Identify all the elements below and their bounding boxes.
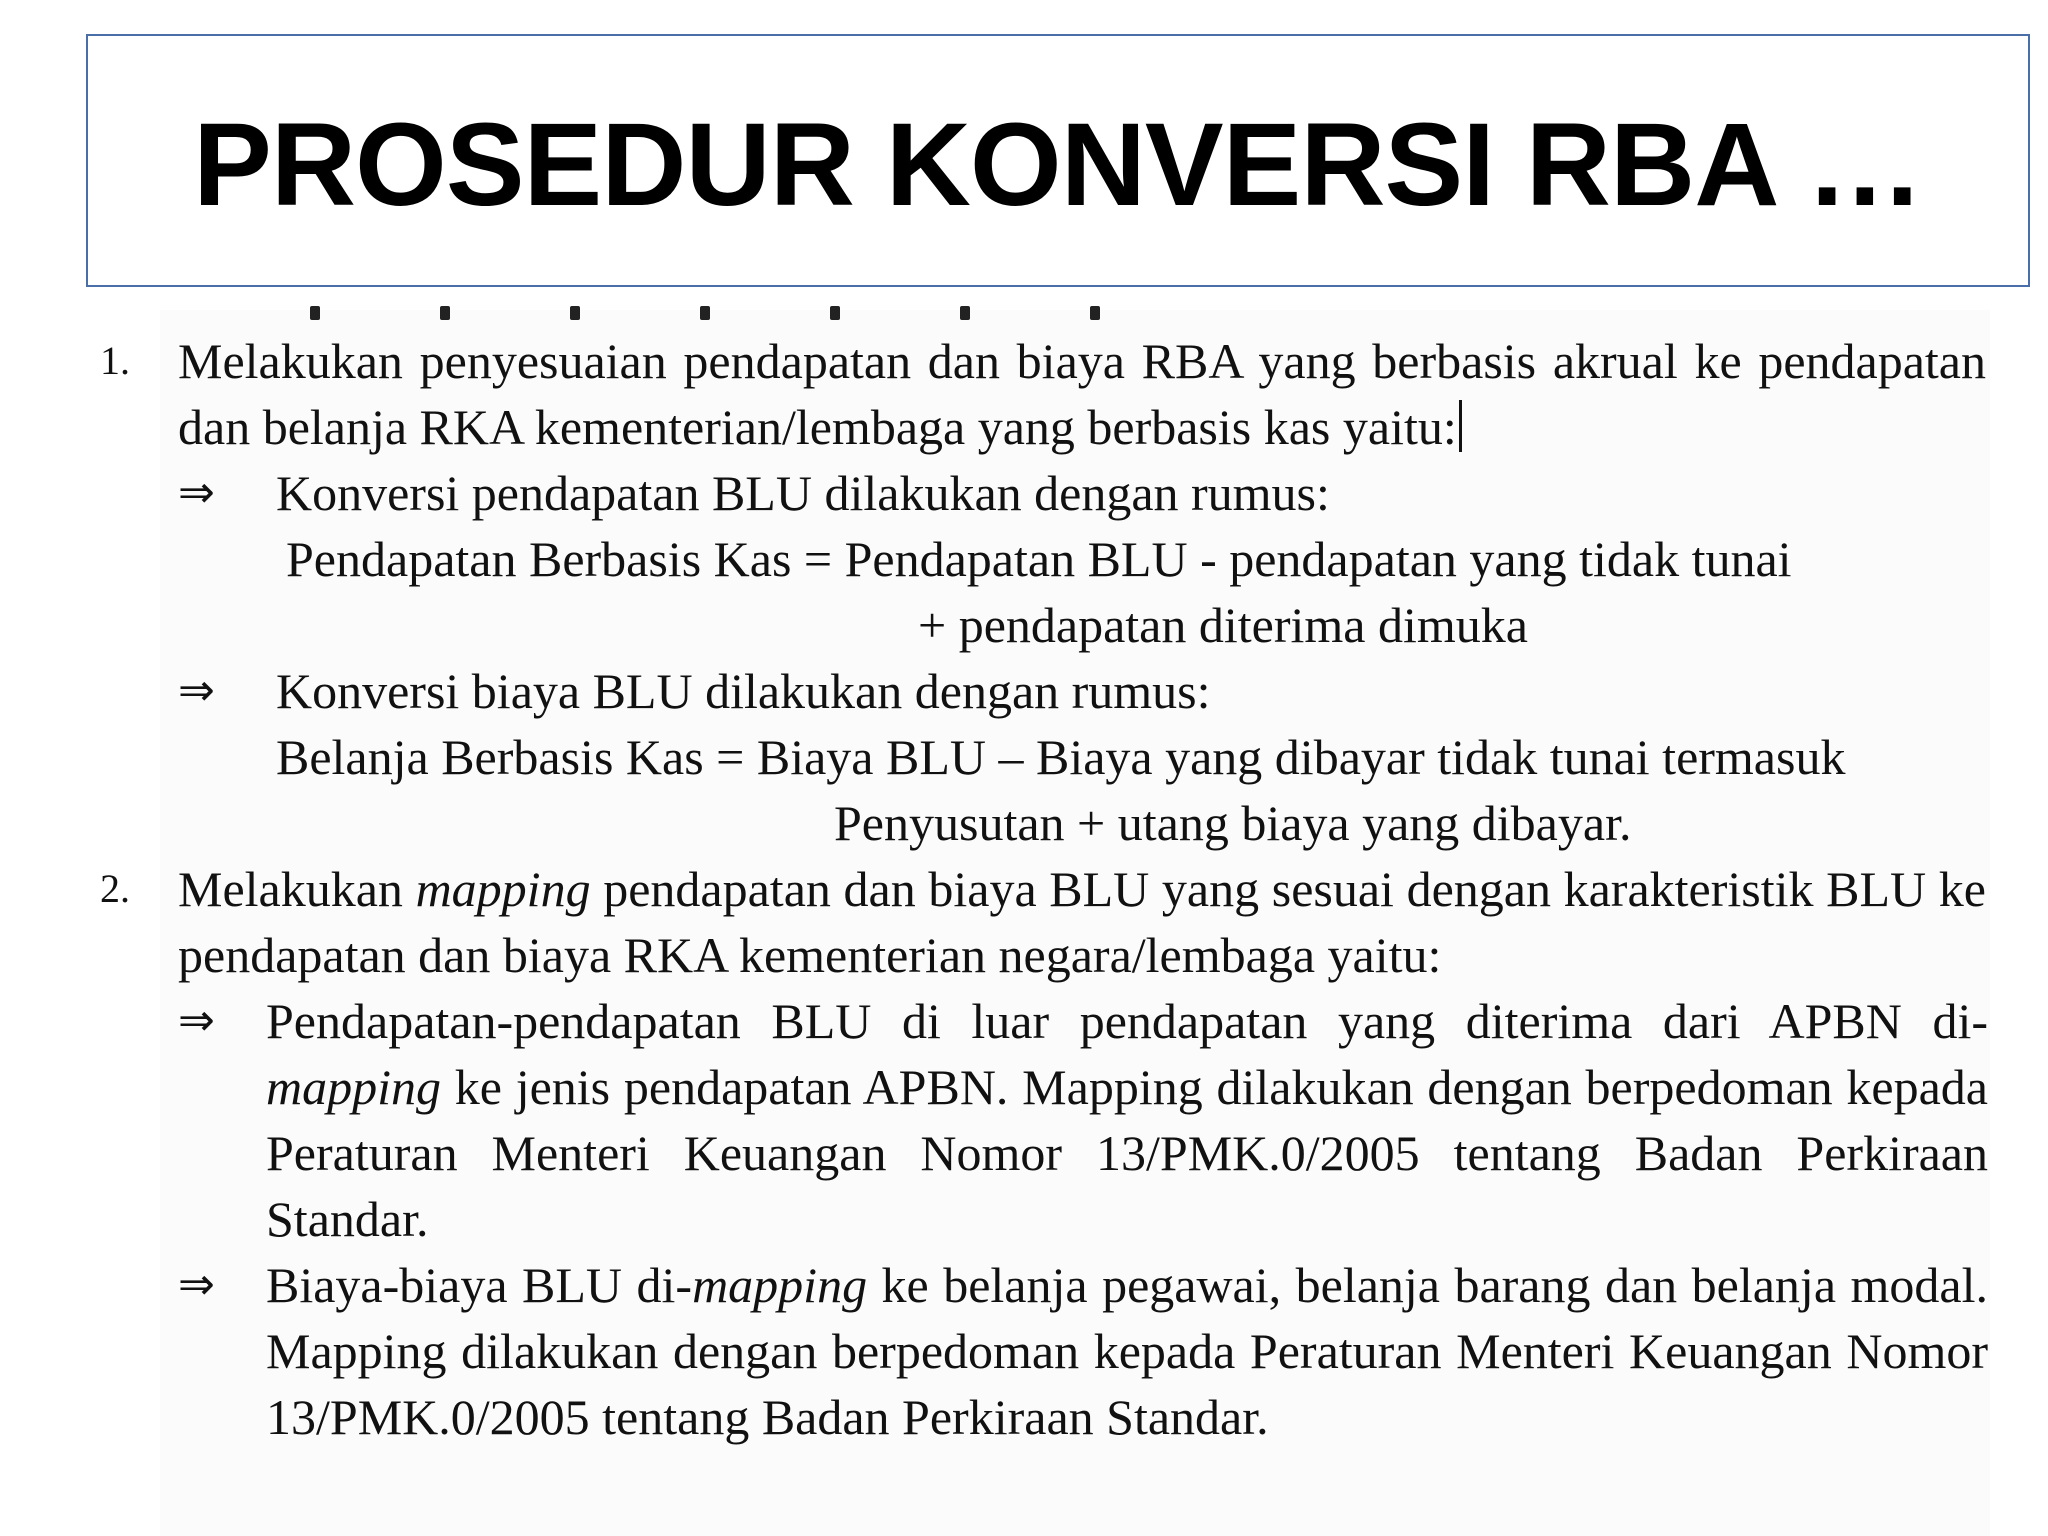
list-item-text: Melakukan penyesuaian pendapatan dan biaya RBA yang berbasis akrual ke pendapatan dan belanja RKA kementerian/lembaga yang berbasis kas yaitu: bbox=[178, 333, 1986, 455]
bullet-text: Biaya-biaya BLU di-mapping ke belanja pegawai, belanja barang dan belanja modal. Mapping dilakukan dengan berpedoman kepada Peraturan Menteri Keuangan Nomor 13/PMK.0/2005 tentang Badan Perkiraan Standar. bbox=[266, 1257, 1988, 1445]
bullet-text: Pendapatan-pendapatan BLU di luar pendapatan yang diterima dari APBN di-mapping ke jenis pendapatan APBN. Mapping dilakukan dengan berpedoman kepada Peraturan Menteri Keuangan Nomor 13/PMK.0/2005 tentang Badan Perkiraan Standar. bbox=[266, 993, 1988, 1247]
list-item-2 bbox=[100, 856, 2000, 1450]
list-item-1 bbox=[100, 328, 2000, 856]
bullet-heading: Konversi biaya BLU dilakukan dengan rumus: bbox=[276, 663, 1211, 719]
list-number: 1. bbox=[100, 338, 130, 383]
bullet-heading: Konversi pendapatan BLU dilakukan dengan rumus: bbox=[276, 465, 1330, 521]
bullet-income-conversion bbox=[178, 460, 2000, 658]
formula-line: + pendapatan diterima dimuka bbox=[918, 597, 1528, 653]
list-item-text: Melakukan mapping pendapatan dan biaya BLU yang sesuai dengan karakteristik BLU ke pendapatan dan biaya RKA kementerian negara/lembaga yaitu: bbox=[178, 861, 1986, 983]
arrow-icon: ⇒ bbox=[178, 995, 215, 1046]
bullet-income-mapping bbox=[178, 988, 2000, 1252]
text-cursor bbox=[1459, 400, 1462, 452]
bullet-expense-conversion bbox=[178, 658, 2000, 856]
title-box bbox=[86, 34, 2030, 287]
formula-line: Belanja Berbasis Kas = Biaya BLU – Biaya yang dibayar tidak tunai termasuk bbox=[276, 729, 1846, 785]
arrow-icon: ⇒ bbox=[178, 467, 215, 518]
formula-line: Penyusutan + utang biaya yang dibayar. bbox=[834, 795, 1632, 851]
arrow-icon: ⇒ bbox=[178, 665, 215, 716]
arrow-icon: ⇒ bbox=[178, 1259, 215, 1310]
list-number: 2. bbox=[100, 866, 130, 911]
formula-line: Pendapatan Berbasis Kas = Pendapatan BLU - pendapatan yang tidak tunai bbox=[286, 531, 1792, 587]
clipped-previous-line bbox=[310, 306, 1330, 320]
slide-title: PROSEDUR KONVERSI RBA … bbox=[193, 98, 1923, 231]
bullet-expense-mapping bbox=[178, 1252, 2000, 1450]
document-body bbox=[100, 328, 2000, 1450]
